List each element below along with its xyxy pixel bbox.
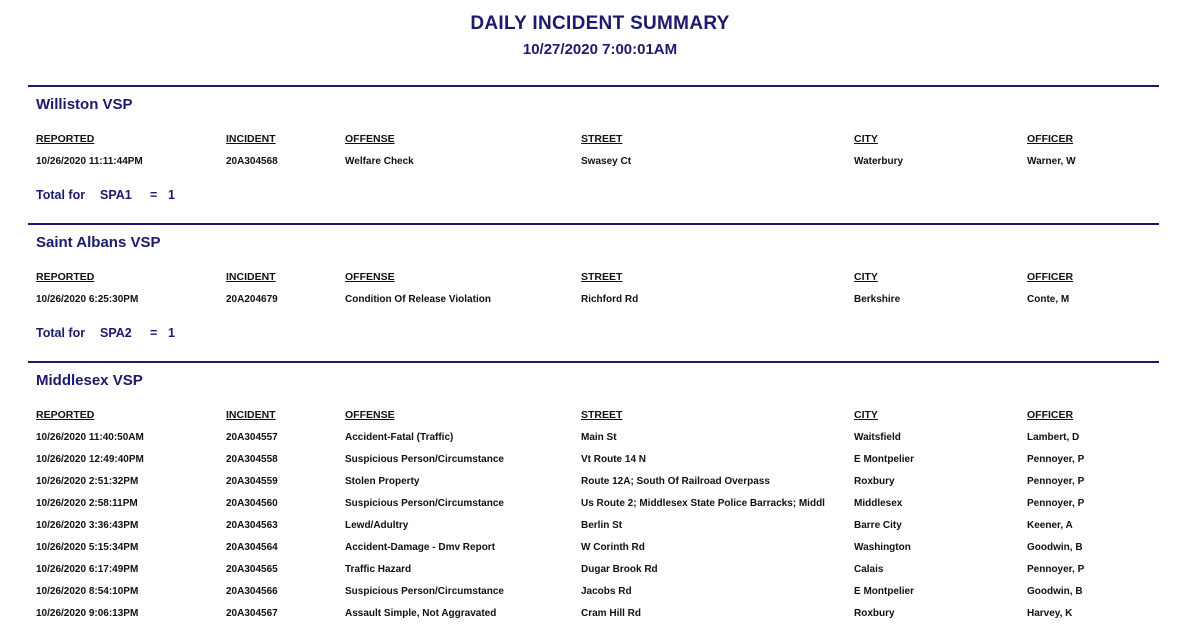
- total-equals: =: [150, 326, 158, 340]
- cell-incident: 20A304558: [226, 454, 278, 465]
- table-row: [28, 294, 1159, 310]
- cell-incident: 20A304567: [226, 608, 278, 619]
- col-header-incident: INCIDENT: [226, 133, 276, 145]
- cell-city: Roxbury: [854, 608, 895, 619]
- cell-reported: 10/26/2020 6:17:49PM: [36, 564, 139, 575]
- cell-incident: 20A304564: [226, 542, 278, 553]
- cell-offense: Accident-Damage - Dmv Report: [345, 542, 496, 553]
- col-header-offense: OFFENSE: [345, 409, 395, 421]
- report-title: DAILY INCIDENT SUMMARY: [470, 13, 730, 34]
- cell-officer: Pennoyer, P: [1027, 454, 1085, 465]
- table-row: [28, 454, 1159, 470]
- cell-street: Swasey Ct: [581, 156, 632, 167]
- cell-reported: 10/26/2020 2:58:11PM: [36, 498, 138, 509]
- col-header-city: CITY: [854, 133, 878, 145]
- table-row: [28, 608, 1159, 624]
- cell-incident: 20A204679: [226, 294, 278, 305]
- cell-officer: Lambert, D: [1027, 432, 1080, 443]
- section-divider: [28, 85, 1159, 87]
- table-row: [28, 432, 1159, 448]
- cell-street: Jacobs Rd: [581, 586, 632, 597]
- section-divider: [28, 223, 1159, 225]
- cell-offense: Condition Of Release Violation: [345, 294, 491, 305]
- cell-street: Vt Route 14 N: [581, 454, 647, 465]
- column-header-row: [28, 271, 1159, 287]
- cell-offense: Stolen Property: [345, 476, 420, 487]
- cell-incident: 20A304568: [226, 156, 278, 167]
- cell-incident: 20A304560: [226, 498, 278, 509]
- col-header-incident: INCIDENT: [226, 409, 276, 421]
- cell-offense: Welfare Check: [345, 156, 414, 167]
- section-saint-albans: [28, 223, 1159, 353]
- cell-officer: Pennoyer, P: [1027, 498, 1085, 509]
- cell-city: Berkshire: [854, 294, 901, 305]
- cell-incident: 20A304559: [226, 476, 278, 487]
- cell-officer: Keener, A: [1027, 520, 1073, 531]
- cell-offense: Assault Simple, Not Aggravated: [345, 608, 497, 619]
- col-header-incident: INCIDENT: [226, 271, 276, 283]
- col-header-reported: REPORTED: [36, 133, 95, 145]
- column-header-row: [28, 133, 1159, 149]
- cell-reported: 10/26/2020 2:51:32PM: [36, 476, 139, 487]
- cell-city: Middlesex: [854, 498, 903, 509]
- cell-street: Route 12A; South Of Railroad Overpass: [581, 476, 770, 487]
- total-code: SPA1: [100, 188, 132, 202]
- col-header-officer: OFFICER: [1027, 271, 1074, 283]
- cell-city: Washington: [854, 542, 911, 553]
- col-header-city: CITY: [854, 271, 878, 283]
- cell-street: Richford Rd: [581, 294, 639, 305]
- col-header-street: STREET: [581, 133, 623, 145]
- cell-reported: 10/26/2020 6:25:30PM: [36, 294, 139, 305]
- section-title: Middlesex VSP: [36, 372, 143, 389]
- section-title: Saint Albans VSP: [36, 234, 161, 251]
- cell-street: W Corinth Rd: [581, 542, 645, 553]
- total-count: 1: [168, 326, 175, 340]
- total-code: SPA2: [100, 326, 132, 340]
- cell-officer: Warner, W: [1027, 156, 1076, 167]
- cell-offense: Accident-Fatal (Traffic): [345, 432, 454, 443]
- col-header-city: CITY: [854, 409, 878, 421]
- table-row: [28, 520, 1159, 536]
- section-divider: [28, 361, 1159, 363]
- total-label: Total for: [36, 326, 86, 340]
- column-header-row: [28, 409, 1159, 425]
- table-row: [28, 564, 1159, 580]
- col-header-offense: OFFENSE: [345, 271, 395, 283]
- total-count: 1: [168, 188, 175, 202]
- col-header-offense: OFFENSE: [345, 133, 395, 145]
- cell-city: Calais: [854, 564, 884, 575]
- cell-offense: Lewd/Adultry: [345, 520, 409, 531]
- cell-street: Dugar Brook Rd: [581, 564, 658, 575]
- cell-reported: 10/26/2020 9:06:13PM: [36, 608, 139, 619]
- col-header-officer: OFFICER: [1027, 133, 1074, 145]
- cell-incident: 20A304563: [226, 520, 278, 531]
- cell-street: Berlin St: [581, 520, 623, 531]
- cell-incident: 20A304557: [226, 432, 278, 443]
- cell-offense: Suspicious Person/Circumstance: [345, 454, 504, 465]
- table-row: [28, 498, 1159, 514]
- cell-street: Main St: [581, 432, 617, 443]
- section-total: [36, 188, 175, 202]
- cell-reported: 10/26/2020 12:49:40PM: [36, 454, 144, 465]
- cell-street: Us Route 2; Middlesex State Police Barracks; Middl: [581, 498, 825, 509]
- cell-officer: Pennoyer, P: [1027, 476, 1085, 487]
- cell-offense: Suspicious Person/Circumstance: [345, 586, 504, 597]
- cell-city: E Montpelier: [854, 454, 915, 465]
- col-header-reported: REPORTED: [36, 409, 95, 421]
- cell-offense: Suspicious Person/Circumstance: [345, 498, 504, 509]
- cell-reported: 10/26/2020 11:11:44PM: [36, 156, 143, 167]
- cell-city: Barre City: [854, 520, 902, 531]
- cell-incident: 20A304566: [226, 586, 278, 597]
- cell-city: E Montpelier: [854, 586, 915, 597]
- table-row: [28, 476, 1159, 492]
- table-row: [28, 156, 1159, 172]
- table-row: [28, 542, 1159, 558]
- col-header-street: STREET: [581, 409, 623, 421]
- cell-officer: Pennoyer, P: [1027, 564, 1085, 575]
- section-total: [36, 326, 175, 340]
- cell-reported: 10/26/2020 5:15:34PM: [36, 542, 139, 553]
- col-header-reported: REPORTED: [36, 271, 95, 283]
- col-header-street: STREET: [581, 271, 623, 283]
- total-label: Total for: [36, 188, 86, 202]
- total-equals: =: [150, 188, 158, 202]
- cell-officer: Goodwin, B: [1027, 586, 1083, 597]
- section-middlesex: [28, 361, 1159, 630]
- table-row: [28, 586, 1159, 602]
- section-williston: [28, 85, 1159, 215]
- report-datetime: 10/27/2020 7:00:01AM: [522, 41, 678, 58]
- cell-reported: 10/26/2020 11:40:50AM: [36, 432, 144, 443]
- cell-incident: 20A304565: [226, 564, 278, 575]
- cell-officer: Goodwin, B: [1027, 542, 1083, 553]
- cell-reported: 10/26/2020 8:54:10PM: [36, 586, 139, 597]
- cell-city: Roxbury: [854, 476, 895, 487]
- cell-officer: Conte, M: [1027, 294, 1070, 305]
- section-title: Williston VSP: [36, 96, 133, 113]
- cell-reported: 10/26/2020 3:36:43PM: [36, 520, 139, 531]
- cell-street: Cram Hill Rd: [581, 608, 642, 619]
- cell-city: Waitsfield: [854, 432, 901, 443]
- cell-offense: Traffic Hazard: [345, 564, 412, 575]
- col-header-officer: OFFICER: [1027, 409, 1074, 421]
- cell-city: Waterbury: [854, 156, 904, 167]
- cell-officer: Harvey, K: [1027, 608, 1073, 619]
